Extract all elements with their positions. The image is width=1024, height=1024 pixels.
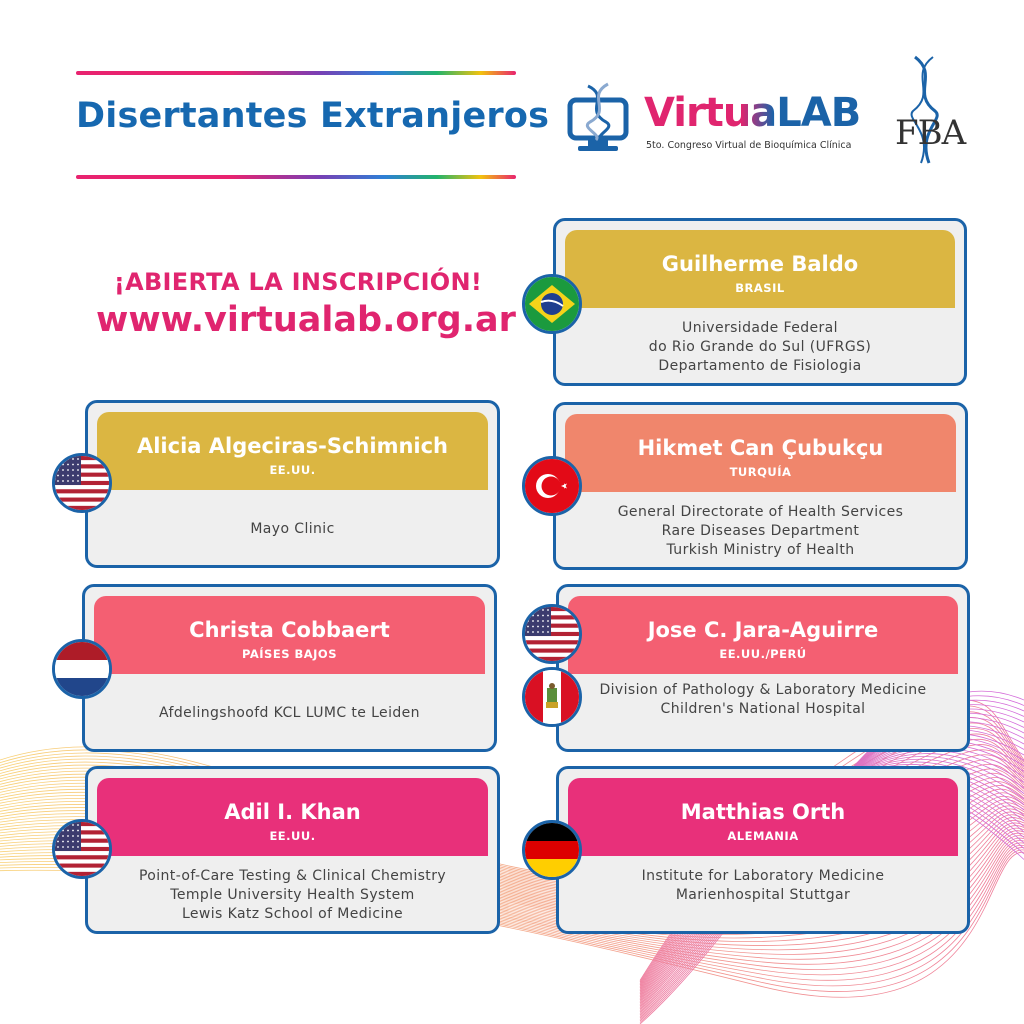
speaker-country: EE.UU. [269, 463, 316, 477]
speaker-name: Jose C. Jara-Aguirre [647, 618, 879, 642]
affiliation-line: Division of Pathology & Laboratory Medicine [599, 682, 927, 698]
affiliation-line: Marienhospital Stuttgar [675, 887, 851, 903]
speaker-name: Matthias Orth [680, 800, 846, 824]
top-divider [76, 71, 516, 75]
speaker-card [553, 218, 967, 386]
registration-open-heading: ¡ABIERTA LA INSCRIPCIÓN! [113, 268, 483, 296]
affiliation-line: Point-of-Care Testing & Clinical Chemistry [138, 867, 447, 884]
speaker-affiliation [569, 867, 957, 905]
affiliation-line: Universidade Federal [682, 319, 838, 336]
speaker-header [94, 596, 485, 674]
affiliation-line: General Directorate of Health Services [617, 503, 904, 520]
fba-wordmark: FBA [895, 113, 966, 153]
bottom-divider [76, 175, 516, 179]
speaker-affiliation [566, 319, 954, 375]
virtualab-subtitle: 5to. Congreso Virtual de Bioquímica Clínica [646, 140, 852, 151]
speaker-name: Adil I. Khan [224, 800, 361, 824]
affiliation-line: Turkish Ministry of Health [666, 541, 855, 558]
affiliation-line: Departamento de Fisiologia [658, 357, 862, 374]
speaker-country: PAÍSES BAJOS [242, 647, 337, 661]
speaker-affiliation [566, 503, 955, 559]
page-title: Disertantes Extranjeros [76, 96, 550, 136]
speaker-affiliation [98, 501, 487, 557]
speaker-card [556, 584, 970, 752]
usa-flag-icon [522, 604, 582, 664]
usa-flag-icon [52, 453, 112, 513]
speaker-header [97, 412, 488, 490]
monitor-dna-icon [566, 82, 636, 156]
peru-flag-icon [522, 667, 582, 727]
speaker-affiliation [98, 867, 487, 923]
speaker-card [82, 584, 497, 752]
virtualab-wordmark: VirtuaLAB [644, 90, 861, 136]
speaker-affiliation [569, 682, 957, 717]
speaker-name: Christa Cobbaert [189, 618, 390, 642]
speaker-country: TURQUÍA [729, 465, 792, 479]
speaker-header [97, 778, 488, 856]
turkey-flag-icon [522, 456, 582, 516]
website-url[interactable]: www.virtualab.org.ar [96, 300, 516, 340]
speaker-header [568, 596, 958, 674]
brazil-flag-icon [522, 274, 582, 334]
speaker-header [565, 414, 956, 492]
speaker-card [85, 400, 500, 568]
germany-flag-icon [522, 820, 582, 880]
affiliation-line: Temple University Health System [170, 886, 415, 903]
speaker-country: EE.UU./PERÚ [719, 647, 807, 661]
affiliation-line: do Rio Grande do Sul (UFRGS) [648, 338, 872, 355]
affiliation-line: Afdelingshoofd KCL LUMC te Leiden [159, 704, 420, 721]
speaker-country: ALEMANIA [727, 829, 799, 843]
netherlands-flag-icon [52, 639, 112, 699]
speaker-country: EE.UU. [269, 829, 316, 843]
affiliation-line: Rare Diseases Department [661, 522, 860, 539]
speaker-affiliation [95, 685, 484, 741]
speaker-card [553, 402, 968, 570]
speaker-header [565, 230, 955, 308]
fba-logo [893, 55, 973, 170]
usa-flag-icon [52, 819, 112, 879]
speaker-card [85, 766, 500, 934]
speaker-name: Hikmet Can Çubukçu [637, 436, 884, 460]
speaker-header [568, 778, 958, 856]
speaker-name: Guilherme Baldo [661, 252, 859, 276]
virtualab-logo [566, 82, 861, 162]
affiliation-line: Institute for Laboratory Medicine [641, 868, 885, 884]
speaker-country: BRASIL [735, 281, 785, 295]
speaker-card [556, 766, 970, 934]
affiliation-line: Lewis Katz School of Medicine [181, 905, 404, 922]
speaker-name: Alicia Algeciras-Schimnich [136, 434, 449, 458]
affiliation-line: Children's National Hospital [660, 701, 866, 717]
affiliation-line: Mayo Clinic [250, 520, 335, 537]
